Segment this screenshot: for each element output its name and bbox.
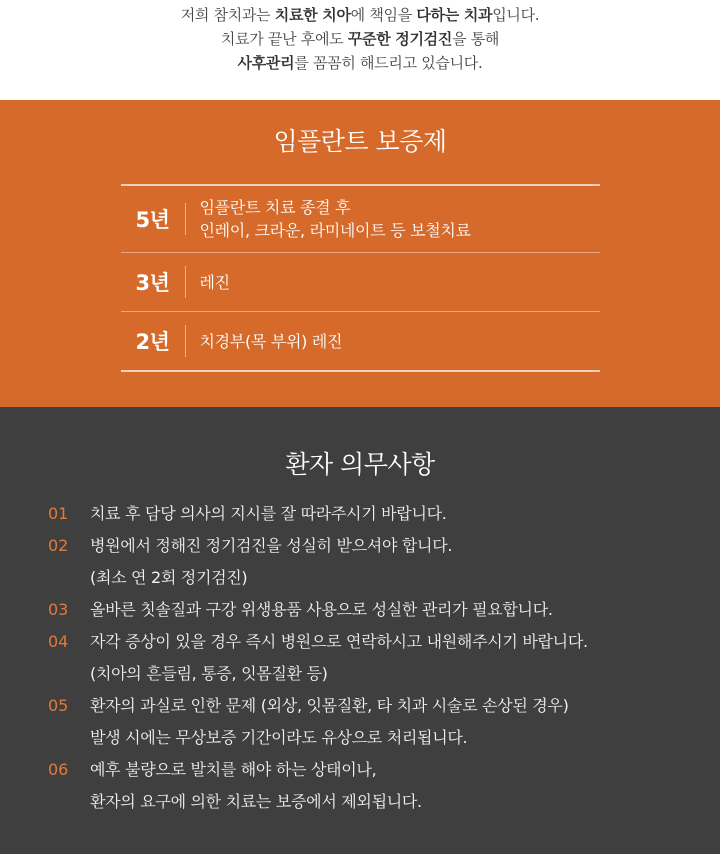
warranty-desc-line: 임플란트 치료 종결 후 — [199, 198, 351, 217]
intro-text: 저희 참치과는 — [180, 6, 275, 24]
warranty-desc-line: 레진 — [199, 272, 230, 292]
duty-line: 발생 시에는 무상보증 기간이라도 유상으로 처리됩니다. — [90, 728, 468, 747]
intro-text: 을 통해 — [452, 30, 500, 48]
duty-number: 05 — [48, 696, 69, 715]
duty-item — [48, 594, 720, 626]
duty-item — [48, 690, 720, 754]
duty-number: 02 — [48, 536, 69, 555]
warranty-year: 3년 — [135, 271, 170, 295]
duty-number: 06 — [48, 760, 69, 779]
duty-line: 치료 후 담당 의사의 지시를 잘 따라주시기 바랍니다. — [90, 504, 447, 523]
duty-line: (최소 연 2회 정기검진) — [90, 568, 248, 587]
warranty-table — [121, 184, 600, 372]
warranty-year: 5년 — [135, 208, 170, 232]
intro-text: 입니다. — [492, 6, 540, 24]
duties-title: 환자 의무사항 — [285, 450, 435, 479]
warranty-row — [121, 253, 600, 312]
intro-emphasis: 꾸준한 정기검진 — [347, 30, 453, 48]
warranty-description — [200, 271, 230, 294]
warranty-description — [200, 196, 471, 242]
duty-item — [48, 754, 720, 818]
divider — [185, 325, 186, 357]
duty-number: 04 — [48, 632, 69, 651]
duty-line: (치아의 흔들림, 통증, 잇몸질환 등) — [90, 664, 328, 683]
duty-text — [90, 626, 588, 690]
warranty-row — [121, 312, 600, 370]
intro-emphasis: 다하는 치과 — [416, 6, 493, 24]
duty-text — [90, 690, 569, 754]
intro-text: 치료가 끝난 후에도 — [220, 30, 348, 48]
intro-line-1 — [0, 3, 720, 27]
warranty-description — [200, 330, 343, 353]
warranty-section — [0, 100, 720, 407]
duty-text — [90, 498, 447, 530]
duty-text — [90, 754, 422, 818]
duty-item — [48, 626, 720, 690]
duty-line: 환자의 과실로 인한 문제 (외상, 잇몸질환, 타 치과 시술로 손상된 경우) — [90, 696, 569, 715]
intro-text: 를 꼼꼼히 해드리고 있습니다. — [294, 54, 483, 72]
intro-emphasis: 치료한 치아 — [274, 6, 351, 24]
duty-line: 병원에서 정해진 정기검진을 성실히 받으셔야 합니다. — [90, 536, 453, 555]
intro-text: 에 책임을 — [350, 6, 417, 24]
warranty-row — [121, 186, 600, 253]
duty-number: 03 — [48, 600, 69, 619]
intro-section — [0, 0, 720, 100]
duties-list — [0, 498, 720, 818]
intro-line-3 — [0, 51, 720, 75]
divider — [185, 266, 186, 298]
duty-line: 올바른 칫솔질과 구강 위생용품 사용으로 성실한 관리가 필요합니다. — [90, 600, 553, 619]
duty-number: 01 — [48, 504, 69, 523]
duty-line: 예후 불량으로 발치를 해야 하는 상태이나, — [90, 760, 377, 779]
warranty-desc-line: 인레이, 크라운, 라미네이트 등 보철치료 — [199, 221, 471, 240]
duty-item — [48, 530, 720, 594]
warranty-year: 2년 — [135, 330, 170, 354]
divider — [185, 203, 186, 235]
intro-line-2 — [0, 27, 720, 51]
duty-text — [90, 530, 452, 594]
duty-text — [90, 594, 553, 626]
warranty-title: 임플란트 보증제 — [273, 127, 447, 156]
duty-item — [48, 498, 720, 530]
intro-emphasis: 사후관리 — [237, 54, 295, 72]
warranty-desc-line: 치경부(목 부위) 레진 — [199, 331, 343, 351]
duty-line: 자각 증상이 있을 경우 즉시 병원으로 연락하시고 내원해주시기 바랍니다. — [90, 632, 588, 651]
duty-line: 환자의 요구에 의한 치료는 보증에서 제외됩니다. — [90, 792, 422, 811]
duties-section — [0, 407, 720, 854]
